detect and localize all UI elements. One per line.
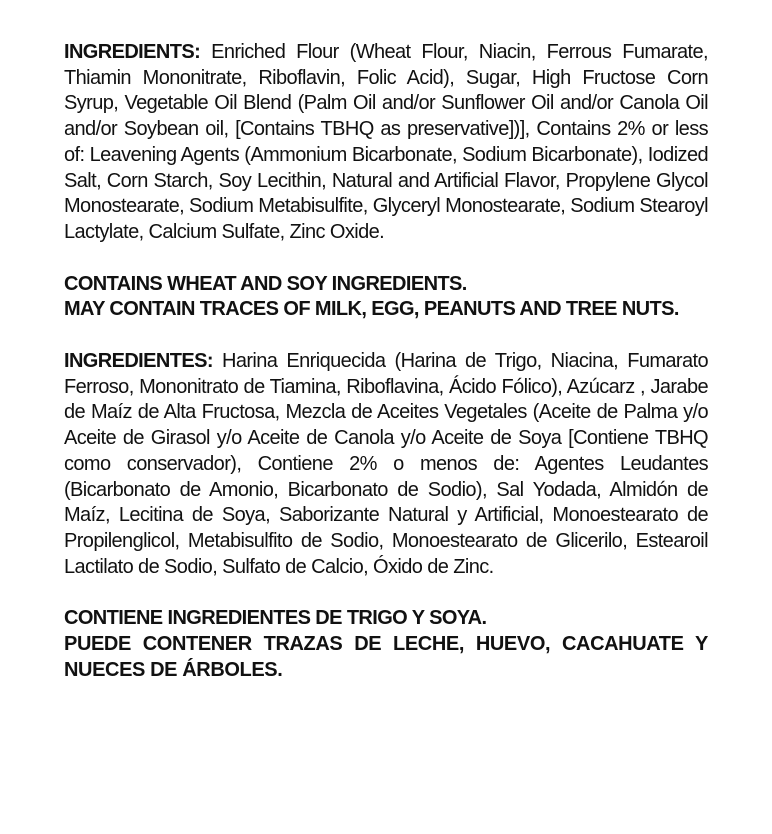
spanish-may-contain-statement: PUEDE CONTENER TRAZAS DE LECHE, HUEVO, CACAHUATE Y NUECES DE ÁRBOLES. (64, 633, 708, 681)
english-may-contain-statement: MAY CONTAIN TRACES OF MILK, EGG, PEANUTS AND TREE NUTS. (64, 298, 679, 321)
spanish-ingredients-heading: INGREDIENTES: (64, 350, 213, 373)
ingredients-label (64, 40, 708, 683)
english-contains-statement: CONTAINS WHEAT AND SOY INGREDIENTS. (64, 272, 467, 295)
english-ingredients-heading: INGREDIENTS: (64, 41, 201, 63)
spanish-contains-statement: CONTIENE INGREDIENTES DE TRIGO Y SOYA. (64, 607, 487, 630)
spanish-ingredients-paragraph (64, 349, 708, 580)
english-ingredients-paragraph (64, 40, 708, 246)
spanish-ingredients-text: Harina Enriquecida (Harina de Trigo, Niacina, Fumarato Ferroso, Mononitrato de Tiamina, Riboflavina, Ácido Fólico), Azúcarz , Jarabe de Maíz de Alta Fructosa, Mezcla de Aceites Vegetales (Aceite de Palma y/o Aceite de Girasol y/o Aceite de Canola y/o Aceite de Soya [Contiene TBHQ como conservador), Contiene 2% o menos de: Agentes Leudantes (Bicarbonato de Amonio, Bicarbonato de Sodio), Sal Yodada, Almidón de Maíz, Lecitina de Soya, Saborizante Natural y Artificial, Monoestearato de Propilenglicol, Metabisulfito de Sodio, Monoestearato de Glicerilo, Estearoil Lactilato de Sodio, Sulfato de Calcio, Óxido de Zinc. (64, 350, 708, 578)
english-ingredients-text: Enriched Flour (Wheat Flour, Niacin, Ferrous Fumarate, Thiamin Mononitrate, Riboflavin, Folic Acid), Sugar, High Fructose Corn Syrup, Vegetable Oil Blend (Palm Oil and/or Sunflower Oil and/or Canola Oil and/or Soybean oil, [Contains TBHQ as preservative])], Contains 2% or less of: Leavening Agents (Ammonium Bicarbonate, Sodium Bicarbonate), Iodized Salt, Corn Starch, Soy Lecithin, Natural and Artificial Flavor, Propylene Glycol Monostearate, Sodium Metabisulfite, Glyceryl Monostearate, Sodium Stearoyl Lactylate, Calcium Sulfate, Zinc Oxide. (64, 41, 708, 243)
